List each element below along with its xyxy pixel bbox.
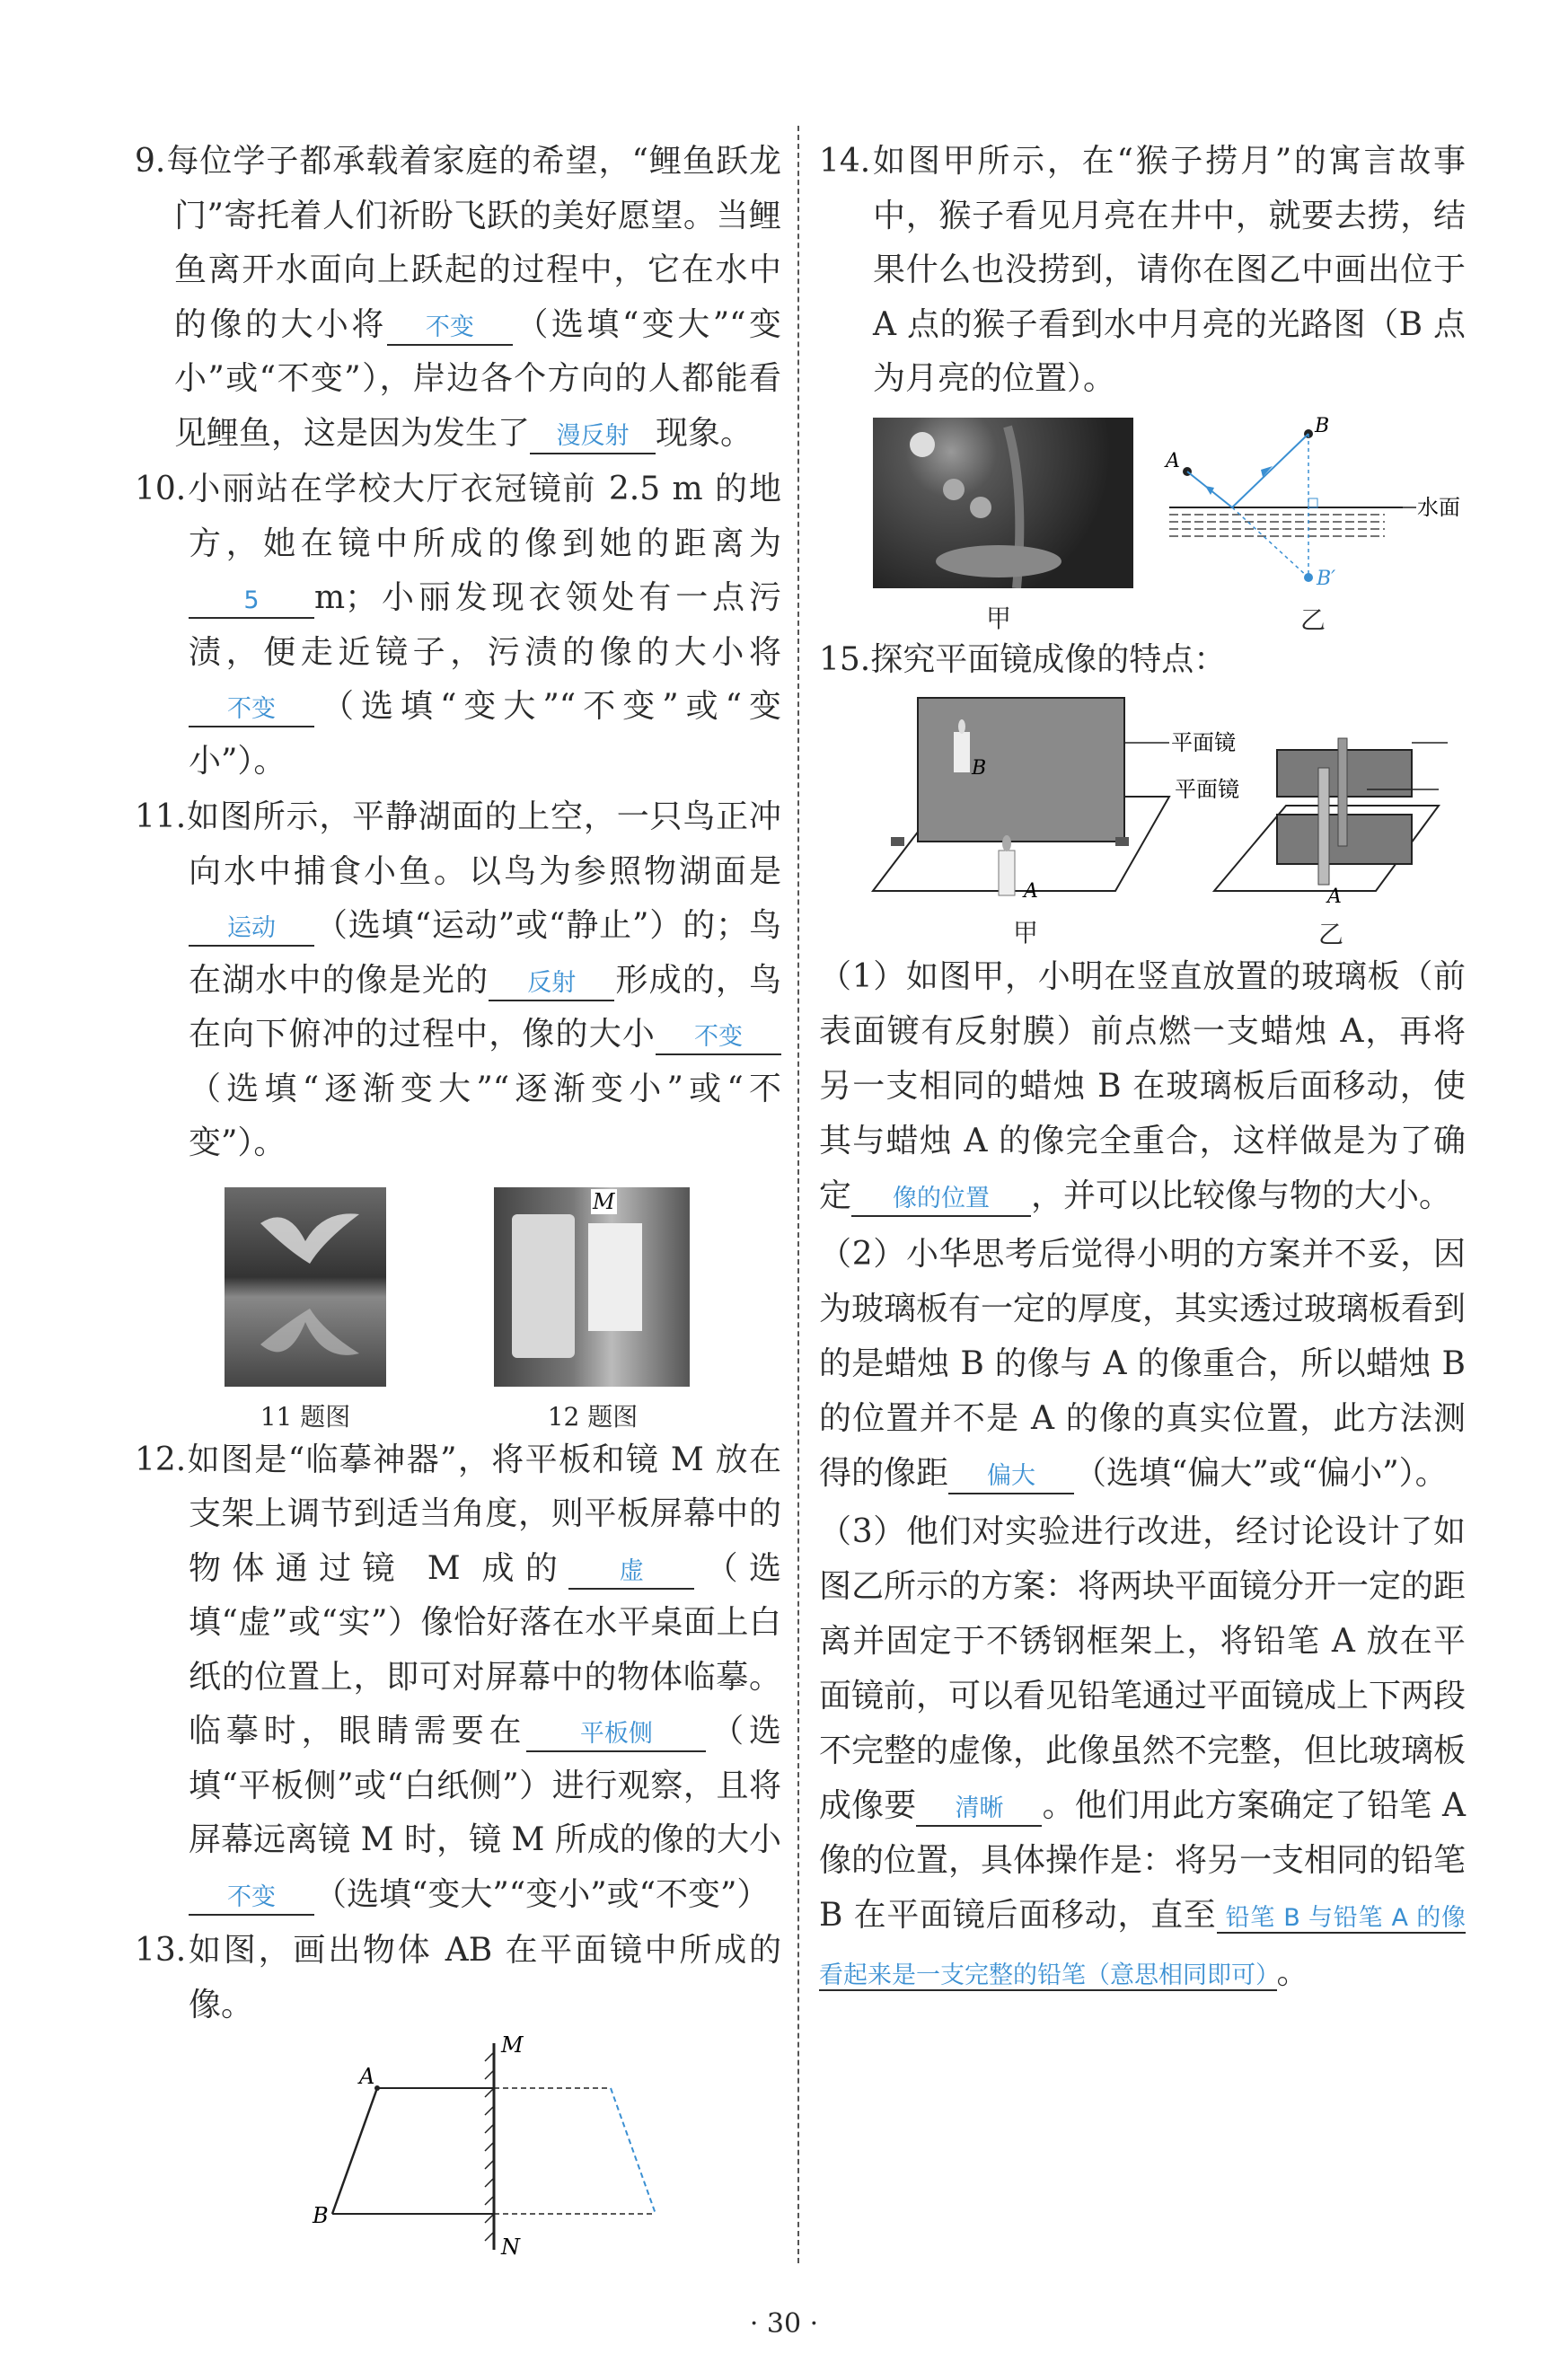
candle-a-label: A — [1024, 880, 1038, 903]
figure-11-caption: 11 题图 — [260, 1401, 351, 1432]
plane-mirror-experiment — [819, 689, 1466, 949]
point-a-label: A — [1166, 449, 1180, 472]
answer-blank: 5 — [189, 585, 314, 619]
figure-15 — [819, 689, 1466, 949]
question-13: 13.如图，画出物体 AB 在平面镜中所成的像。 — [135, 1932, 781, 2023]
figure-14-yi-caption: 乙 — [1299, 604, 1326, 635]
answer-blank: 漫反射 — [530, 420, 656, 454]
question-15-part-2: （2）小华思考后觉得小明的方案并不妥，因为玻璃板有一定的厚度，其实透过玻璃板看到的是蜡烛 B 的像与 A 的像重合，所以蜡烛 B 的位置并不是 A 的像的真实位置，此方法测得的像距 偏大 （选填“偏大”或“偏小”）。 — [819, 1227, 1466, 1501]
bird-photo — [225, 1187, 386, 1387]
figures-11-12 — [135, 1173, 781, 1433]
answer-blank: 铅笔 B 与铅笔 A 的像看起来是一支完整的铅笔（意思相同即可） — [819, 1904, 1466, 1989]
mirror-diagram-13 — [135, 2034, 781, 2259]
pencil-a-label: A — [1327, 886, 1342, 908]
mirror-label: M — [593, 1188, 615, 1214]
answer-blank: 运动 — [189, 912, 314, 947]
right-column — [819, 135, 1466, 2006]
figure-15-jia-caption: 甲 — [1012, 918, 1038, 948]
tablet — [512, 1214, 575, 1358]
answer-blank: 不变 — [656, 1021, 781, 1055]
question-10: 10.小丽站在学校大厅衣冠镜前 2.5 m 的地方，她在镜中所成的像到她的距离为5 m；小丽发现衣领处有一点污渍，便走近镜子，污渍的像的大小将不变 （选填“变大”“不变”或“变小”）。 — [135, 471, 781, 780]
candle-b-label: B — [972, 757, 987, 780]
point-b-label: B — [313, 2203, 329, 2228]
answer-blank: 不变 — [387, 312, 513, 346]
figure-14 — [819, 409, 1466, 633]
figure-12-caption: 12 题图 — [547, 1401, 639, 1432]
mirror-label-1: 平面镜 — [1171, 730, 1236, 755]
water-surface-label: 水面 — [1417, 494, 1460, 520]
answer-blank: 平板侧 — [526, 1718, 706, 1752]
point-b-image-label: B′ — [1317, 567, 1336, 590]
answer-blank: 偏大 — [948, 1460, 1074, 1494]
light-path-diagram — [1160, 409, 1466, 597]
question-15-part-3: （3）他们对实验进行改进，经讨论设计了如图乙所示的方案：将两块平面镜分开一定的距离并固定于不锈钢框架上，将铅笔 A 放在平面镜前，可以看见铅笔通过平面镜成上下两段不完整的虚像，此像虽然不完整，但比玻璃板成像要 清晰 。他们用此方案确定了铅笔 A 像的位置，具体操作是：将另一支相同的铅笔 B 在平面镜后面移动，直至 铅笔 B 与铅笔 A 的像看起来是一支完整的铅笔（意思相同即可） 。 — [819, 1513, 1467, 1991]
figure-13 — [135, 2034, 781, 2259]
figure-14-jia-caption: 甲 — [985, 603, 1011, 633]
answer-blank: 不变 — [189, 1882, 314, 1916]
bird-illustration — [225, 1187, 386, 1387]
point-a-label: A — [359, 2064, 375, 2089]
page-number: · 30 · — [749, 2308, 819, 2340]
question-14: 14.如图甲所示，在“猴子捞月”的寓言故事中，猴子看见月亮在井中，就要去捞，结果什么也没捞到，请你在图乙中画出位于 A 点的猴子看到水中月亮的光路图（B 点为月亮的位置）。 — [819, 143, 1466, 397]
monkey-moon-photo — [873, 418, 1133, 588]
answer-blank: 像的位置 — [851, 1183, 1031, 1217]
monkey-illustration — [873, 418, 1133, 588]
mirror-n-label: N — [501, 2235, 520, 2259]
left-column — [135, 135, 781, 2259]
mirror-m-label: M — [501, 2034, 524, 2058]
white-paper — [588, 1223, 642, 1331]
answer-blank: 清晰 — [916, 1793, 1042, 1827]
figure-15-yi-caption: 乙 — [1317, 920, 1343, 949]
answer-blank: 反射 — [489, 967, 614, 1001]
point-b-label: B — [1315, 414, 1330, 437]
tracing-device-photo — [494, 1187, 690, 1387]
question-12: 12.如图是“临摹神器”，将平板和镜 M 放在支架上调节到适当角度，则平板屏幕中的物体通过镜 M 成的 虚 （选填“虚”或“实”）像恰好落在水平桌面上白纸的位置上，即可对屏幕中的物体临摹。临摹时，眼睛需要在 平板侧 （选填“平板侧”或“白纸侧”）进行观察，且将屏幕远离镜 M 时，镜 M 所成的像的大小不变 （选填“变大”“变小”或“不变”） — [135, 1433, 781, 1923]
column-divider — [797, 126, 799, 2263]
question-15: 15.探究平面镜成像的特点： — [819, 640, 1227, 678]
question-9: 9.每位学子都承载着家庭的希望，“鲤鱼跃龙门”寄托着人们祈盼飞跃的美好愿望。当鲤鱼离开水面向上跃起的过程中，它在水中的像的大小将 不变 （选填“变大”“变小”或“不变”），岸边各个方向的人都能看见鲤鱼，这是因为发生了 漫反射 现象。 — [135, 135, 781, 461]
question-15-part-1: （1）如图甲，小明在竖直放置的玻璃板（前表面镀有反射膜）前点燃一支蜡烛 A，再将另一支相同的蜡烛 B 在玻璃板后面移动，使其与蜡烛 A 的像完全重合，这样做是为了确定 像的位置 ，并可以比较像与物的大小。 — [819, 949, 1466, 1223]
answer-blank: 虚 — [568, 1556, 694, 1590]
answer-blank: 不变 — [189, 693, 314, 727]
mirror-label-2: 平面镜 — [1175, 777, 1239, 802]
question-11: 11.如图所示，平静湖面的上空，一只鸟正冲向水中捕食小鱼。以鸟为参照物湖面是运动 （选填“运动”或“静止”）的；鸟在湖水中的像是光的 反射 形成的，鸟在向下俯冲的过程中，像的大小 不变（选填“逐渐变大”“逐渐变小”或“不变”）。 — [135, 798, 781, 1161]
